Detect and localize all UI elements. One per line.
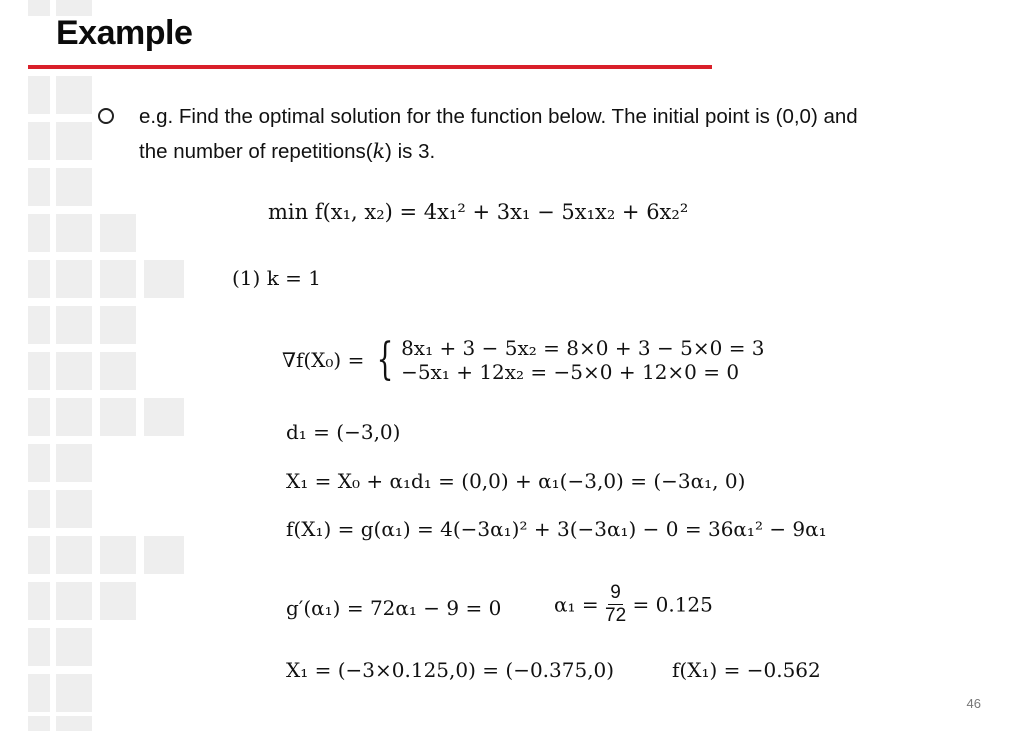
problem-statement <box>139 100 999 169</box>
f-result: f(X₁) = −0.562 <box>672 658 821 682</box>
direction-d1: d₁ = (−3,0) <box>286 420 401 444</box>
gradient-equation <box>282 336 765 384</box>
page-number: 46 <box>966 696 981 711</box>
curly-brace: { <box>376 334 394 385</box>
bullet-circle-icon <box>98 108 114 124</box>
alpha-numerator: 9 <box>610 582 621 603</box>
problem-k-variable: k <box>372 139 386 163</box>
alpha-fraction <box>605 582 626 627</box>
alpha-rhs: = 0.125 <box>632 592 713 617</box>
gradient-row-2: −5x₁ + 12x₂ = −5×0 + 12×0 = 0 <box>401 360 740 384</box>
slide-title: Example <box>56 14 193 52</box>
alpha-denominator: 72 <box>605 605 627 626</box>
problem-line-2 <box>139 134 999 169</box>
gradient-lhs: ∇f(X₀) = <box>282 348 365 372</box>
gradient-system <box>401 336 764 384</box>
title-underline <box>28 65 712 69</box>
f-of-x1: f(X₁) = g(α₁) = 4(−3α₁)² + 3(−3α₁) − 0 = 36α₁² − 9α₁ <box>286 517 827 541</box>
problem-line-1: e.g. Find the optimal solution for the function below. The initial point is (0,0) and <box>139 105 858 128</box>
objective-function: min f(x₁, x₂) = 4x₁² + 3x₁ − 5x₁x₂ + 6x₂² <box>268 200 689 224</box>
problem-line-2-start: the number of repetitions( <box>139 140 373 163</box>
gradient-row-1: 8x₁ + 3 − 5x₂ = 8×0 + 3 − 5×0 = 3 <box>401 336 765 360</box>
problem-line-2-end: ) is 3. <box>385 140 436 163</box>
alpha-lhs: α₁ = <box>554 592 599 617</box>
derivative-equation: g′(α₁) = 72α₁ − 9 = 0 <box>286 596 502 620</box>
alpha-solution <box>554 582 713 627</box>
step-label: (1) k = 1 <box>232 266 322 290</box>
x1-result: X₁ = (−3×0.125,0) = (−0.375,0) <box>286 658 615 682</box>
x1-update: X₁ = X₀ + α₁d₁ = (0,0) + α₁(−3,0) = (−3α₁, 0) <box>286 469 746 493</box>
